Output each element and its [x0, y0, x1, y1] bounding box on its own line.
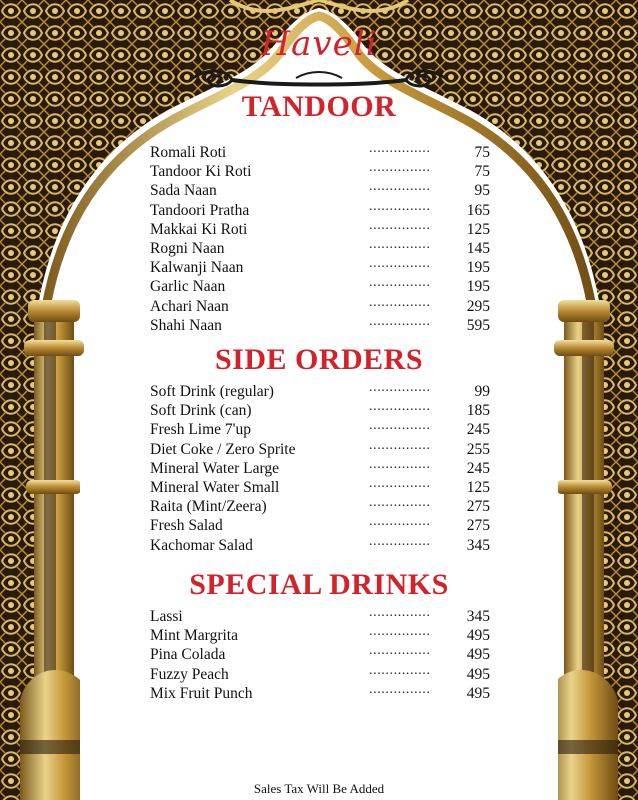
- item-price: 255: [466, 440, 490, 458]
- item-price: 495: [466, 646, 490, 664]
- menu-item: [150, 626, 490, 645]
- item-leader-dots: ...............: [369, 179, 431, 195]
- item-price: 195: [466, 278, 490, 296]
- menu-item: [150, 258, 490, 277]
- item-name: Tandoori Pratha: [150, 201, 250, 219]
- item-price: 99: [474, 383, 490, 400]
- menu-item: [150, 277, 490, 296]
- item-name: Sada Naan: [150, 182, 217, 200]
- haveli-logo: Haveli: [260, 24, 378, 64]
- item-leader-dots: ...............: [369, 624, 431, 640]
- item-leader-dots: ...............: [369, 294, 431, 310]
- menu-item: [150, 607, 490, 626]
- item-price: 345: [466, 608, 490, 625]
- menu-item: [150, 497, 490, 516]
- menu-item: [150, 313, 490, 335]
- menu-item: [150, 236, 490, 258]
- menu-item: [150, 420, 490, 439]
- item-price: 125: [466, 478, 490, 496]
- item-leader-dots: ...............: [369, 475, 431, 491]
- tandoor-list: [150, 143, 490, 335]
- menu-item: [150, 662, 490, 684]
- item-leader-dots: ...............: [369, 643, 431, 659]
- special-drinks-list: [150, 607, 490, 703]
- item-price: 75: [474, 163, 490, 181]
- sales-tax-note: Sales Tax Will Be Added: [253, 781, 385, 796]
- item-leader-dots: ...............: [369, 236, 431, 252]
- item-leader-dots: ...............: [369, 495, 431, 511]
- item-name: Achari Naan: [150, 297, 229, 315]
- item-leader-dots: ...............: [369, 533, 431, 549]
- menu-item: [150, 162, 490, 181]
- menu-item: [150, 681, 490, 703]
- item-leader-dots: ...............: [369, 380, 431, 395]
- item-name: Mix Fruit Punch: [150, 684, 253, 702]
- item-price: 345: [466, 536, 490, 554]
- item-name: Fresh Salad: [150, 517, 223, 535]
- item-price: 245: [466, 421, 490, 439]
- item-name: Fuzzy Peach: [150, 665, 229, 683]
- item-leader-dots: ...............: [369, 160, 431, 176]
- item-name: Mineral Water Large: [150, 459, 280, 477]
- menu-item: [150, 533, 490, 555]
- item-price: 295: [466, 297, 490, 315]
- item-leader-dots: ...............: [369, 437, 431, 453]
- menu-item: [150, 437, 490, 459]
- section-title-tandoor: TANDOOR: [241, 90, 397, 123]
- item-name: Soft Drink (can): [150, 402, 252, 420]
- menu-item: [150, 475, 490, 497]
- item-price: 595: [466, 316, 490, 334]
- item-leader-dots: ...............: [369, 662, 431, 678]
- item-price: 195: [466, 259, 490, 277]
- item-price: 495: [466, 627, 490, 645]
- item-leader-dots: ...............: [369, 514, 431, 530]
- item-price: 495: [466, 665, 490, 683]
- swirl-divider-icon: [186, 66, 452, 92]
- item-leader-dots: ...............: [369, 605, 431, 620]
- item-price: 495: [466, 684, 490, 702]
- item-leader-dots: ...............: [369, 681, 431, 697]
- menu-item: [150, 401, 490, 420]
- item-name: Lassi: [150, 608, 183, 625]
- item-leader-dots: ...............: [369, 141, 431, 156]
- item-leader-dots: ...............: [369, 456, 431, 472]
- item-price: 245: [466, 459, 490, 477]
- item-name: Rogni Naan: [150, 239, 225, 257]
- item-name: Diet Coke / Zero Sprite: [150, 440, 296, 458]
- menu-item: [150, 217, 490, 239]
- item-name: Pina Colada: [150, 646, 226, 664]
- item-name: Mint Margrita: [150, 627, 238, 645]
- item-price: 165: [466, 201, 490, 219]
- item-leader-dots: ...............: [369, 256, 431, 272]
- item-price: 275: [466, 498, 490, 516]
- menu-item: [150, 198, 490, 220]
- item-name: Mineral Water Small: [150, 478, 280, 496]
- item-name: Shahi Naan: [150, 316, 222, 334]
- side-orders-list: [150, 382, 490, 555]
- menu-item: [150, 456, 490, 478]
- menu-item: [150, 645, 490, 664]
- item-leader-dots: ...............: [369, 275, 431, 291]
- section-title-side-orders: SIDE ORDERS: [214, 343, 424, 376]
- item-name: Tandoor Ki Roti: [150, 163, 252, 181]
- menu-item: [150, 516, 490, 535]
- item-name: Kalwanji Naan: [150, 259, 244, 277]
- item-name: Garlic Naan: [150, 278, 226, 296]
- item-price: 95: [474, 182, 490, 200]
- item-leader-dots: ...............: [369, 313, 431, 329]
- section-title-special-drinks: SPECIAL DRINKS: [189, 568, 449, 601]
- item-leader-dots: ...............: [369, 198, 431, 214]
- item-name: Soft Drink (regular): [150, 383, 274, 400]
- item-name: Raita (Mint/Zeera): [150, 498, 267, 516]
- item-price: 145: [466, 239, 490, 257]
- item-leader-dots: ...............: [369, 217, 431, 233]
- item-price: 75: [474, 144, 490, 161]
- item-name: Kachomar Salad: [150, 536, 253, 554]
- item-price: 125: [466, 220, 490, 238]
- item-leader-dots: ...............: [369, 418, 431, 434]
- menu-item: [150, 294, 490, 316]
- item-name: Fresh Lime 7'up: [150, 421, 251, 439]
- item-price: 185: [466, 402, 490, 420]
- item-name: Romali Roti: [150, 144, 227, 161]
- item-name: Makkai Ki Roti: [150, 220, 248, 238]
- item-price: 275: [466, 517, 490, 535]
- menu-item: [150, 181, 490, 200]
- menu-item: [150, 143, 490, 162]
- item-leader-dots: ...............: [369, 399, 431, 415]
- menu-item: [150, 382, 490, 401]
